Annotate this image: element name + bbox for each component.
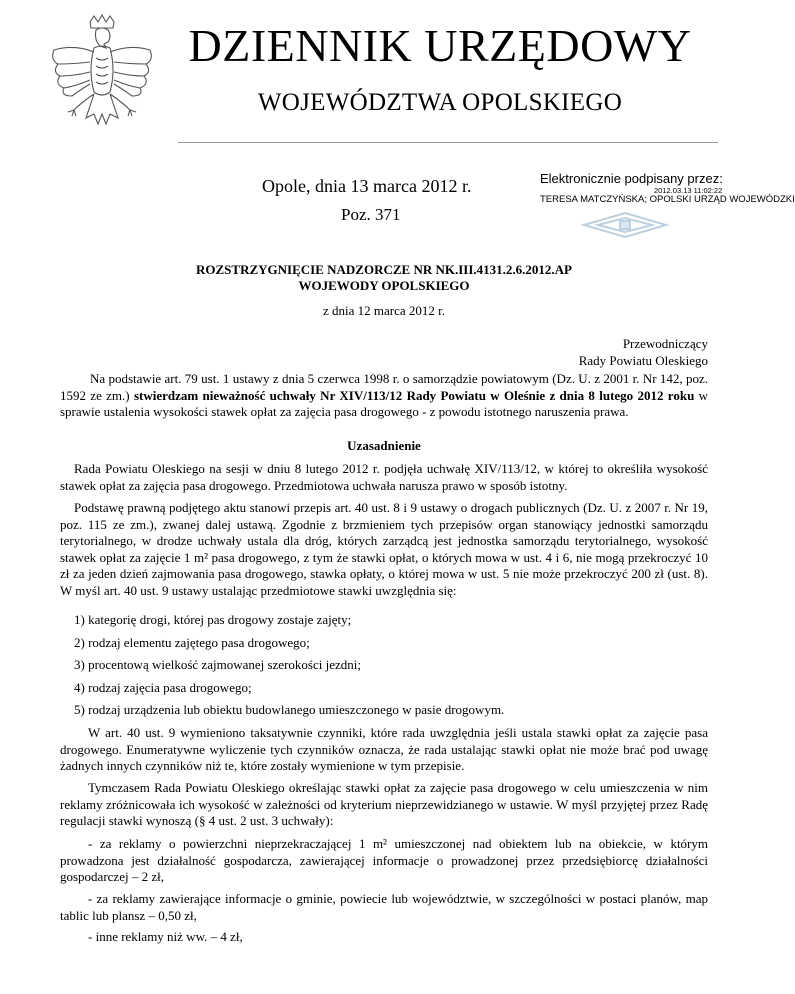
dash-item-2: - za reklamy zawierające informacje o gminie, powiecie lub województwie, w szczególności w postaci planów, map tablic lub plansz – 0,50 zł, <box>60 891 708 923</box>
journal-subtitle: WOJEWÓDZTWA OPOLSKIEGO <box>257 89 623 116</box>
heading-line-2: WOJEWODY OPOLSKIEGO <box>298 278 470 293</box>
signature-stamp-icon <box>582 211 668 239</box>
intro-paragraph <box>60 371 708 421</box>
paragraph-4: Tymczasem Rada Powiatu Oleskiego określając stawki opłat za zajęcie pasa drogowego w celu umieszczenia w nim reklamy zróżnicowała ich wysokość w zależności od kryterium nieprzewidzianego w ustawie. W myśl przyjętej przez Radę regulacji stawki wynoszą (§ 4 ust. 2 ust. 3 uchwały): <box>60 780 708 829</box>
heading-line-1: ROZSTRZYGNIĘCIE NADZORCZE NR NK.III.4131.2.6.2012.AP <box>196 262 572 277</box>
journal-title: DZIENNIK URZĘDOWY <box>188 20 692 71</box>
list-item: 5) rodzaj urządzenia lub obiektu budowlanego umieszczonego w pasie drogowym. <box>74 702 505 717</box>
list-item: 4) rodzaj zajęcia pasa drogowego; <box>74 680 252 695</box>
addressee-line-1: Przewodniczący <box>622 336 708 351</box>
intro-text-1: Na podstawie art. 79 ust. 1 ustawy z dnia 5 czerwca 1998 r. o samorządzie powiatowym (Dz. U. z 2001 r. Nr 142, poz. 1592 ze zm.) <box>60 371 708 403</box>
intro-text-2: w sprawie ustalenia wysokości stawek opłat za zajęcia pasa drogowego - z powodu istotnego naruszenia prawa. <box>60 387 708 420</box>
addressee <box>450 335 708 369</box>
intro-bold-text: stwierdzam nieważność uchwały Nr XIV/113/12 Rady Powiatu w Oleśnie z dnia 8 lutego 2012 roku <box>133 387 695 403</box>
addressee-line-2: Rady Powiatu Oleskiego <box>578 353 708 368</box>
eagle-emblem-icon <box>44 14 160 144</box>
document-heading <box>60 262 708 294</box>
paragraph-1: Rada Powiatu Oleskiego na sesji w dniu 8 lutego 2012 r. podjęła uchwałę XIV/113/12, w której to określiła wysokość stawek opłat za zajęcia pasa drogowego. Przedmiotowa uchwała narusza prawo w sposób istotny. <box>60 461 708 493</box>
dash-item-1: - za reklamy o powierzchni nieprzekraczającej 1 m² umieszczonej nad obiektem lub na obiekcie, w którym prowadzona jest działalność gospodarcza, zawierającej informacje o prowadzonej przez przedsiębiorcę działalności gospodarczej – 2 zł, <box>60 836 708 885</box>
signature-label: Elektronicznie podpisany przez: <box>540 171 723 186</box>
paragraph-2: Podstawę prawną podjętego aktu stanowi przepis art. 40 ust. 8 i 9 ustawy o drogach publicznych (Dz. U. z 2007 r. Nr 19, poz. 115 ze zm.), zwanej dalej ustawą. Zgodnie z brzmieniem tych przepisów organ stanowiący jednostki samorządu terytorialnego, w drodze uchwały ustala dla dróg, których zarządcą jest jednostka samorządu terytorialnego, wysokość stawek opłat za zajęcie 1 m² pasa drogowego, z tym że stawki opłat, o których mowa w ust. 4 i 6, nie mogą przekroczyć 10 zł za jeden dzień zajmowania pasa drogowego, stawka opłaty, o której mowa w ust. 5 nie może przekroczyć 200 zł (ust. 8). W myśl art. 40 ust. 9 ustawy ustalając przedmiotowe stawki uwzględnia się: <box>60 500 708 598</box>
dash-item-3: - inne reklamy niż ww. – 4 zł, <box>88 929 243 944</box>
list-item: 1) kategorię drogi, której pas drogowy zostaje zajęty; <box>74 612 352 627</box>
document-date: z dnia 12 marca 2012 r. <box>322 303 445 318</box>
list-item: 2) rodzaj elementu zajętego pasa drogowego; <box>74 635 310 650</box>
header-divider <box>178 142 718 143</box>
paragraph-3: W art. 40 ust. 9 wymieniono taksatywnie czynniki, które rada uwzględnia jeśli ustala stawki opłat za zajęcie pasa drogowego. Enumeratywne wyliczenie tych czynników oznacza, że rada ustalając stawki opłat nie może brać pod uwagę żadnych innych czynników niż te, które zostały wymienione w tym przepisie. <box>60 725 708 774</box>
section-title: Uzasadnienie <box>347 438 421 453</box>
signature-signer: TERESA MATCZYŃSKA; OPOLSKI URZĄD WOJEWÓDZKI <box>540 194 795 205</box>
position-number: Poz. 371 <box>341 205 401 224</box>
date-line: Opole, dnia 13 marca 2012 r. <box>262 176 472 196</box>
list-item: 3) procentową wielkość zajmowanej szerokości jezdni; <box>74 657 361 672</box>
signature-timestamp: 2012.03.13 11:02:22 <box>654 186 723 195</box>
